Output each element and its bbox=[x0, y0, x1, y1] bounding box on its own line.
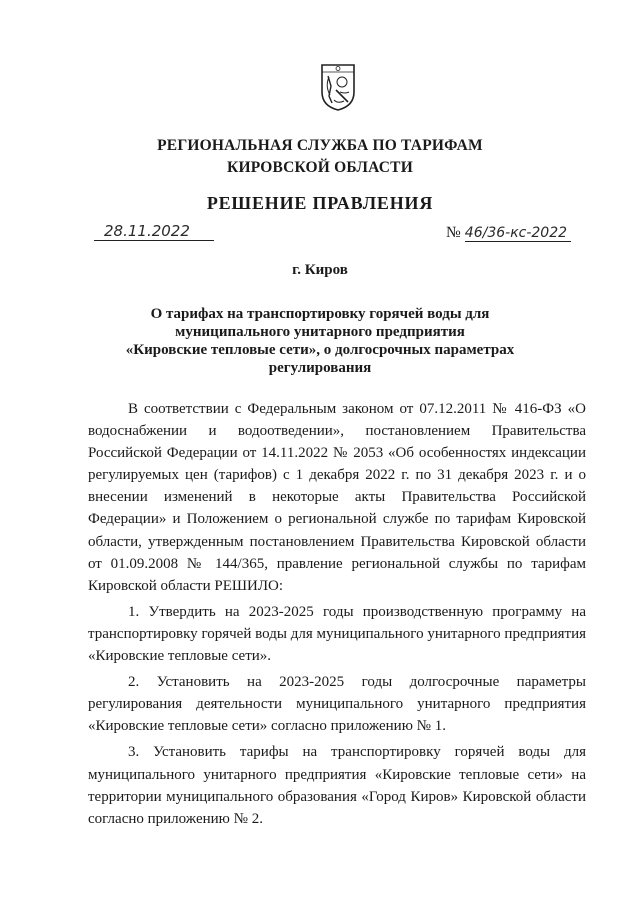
decision-title: РЕШЕНИЕ ПРАВЛЕНИЯ bbox=[206, 193, 434, 213]
number-sign: № bbox=[446, 224, 461, 241]
city-name: г. Киров bbox=[292, 262, 348, 278]
subject-line-3: «Кировские тепловые сети», о долгосрочных параметрах bbox=[125, 342, 515, 358]
decision-body bbox=[88, 398, 586, 830]
decision-number-block bbox=[446, 224, 571, 242]
organization-name bbox=[0, 135, 640, 179]
organization-name-line-2: КИРОВСКОЙ ОБЛАСТИ bbox=[227, 159, 413, 176]
decision-number: 46/36-кс-2022 bbox=[465, 225, 571, 242]
subject-line-2: муниципального унитарного предприятия bbox=[175, 324, 465, 340]
decision-date: 28.11.2022 bbox=[94, 222, 214, 241]
organization-name-line-1: РЕГИОНАЛЬНАЯ СЛУЖБА ПО ТАРИФАМ bbox=[157, 137, 483, 154]
preamble-paragraph: В соответствии с Федеральным законом от 07.12.2011 № 416-ФЗ «О водоснабжении и водоотведении», постановлением Правительства Российской Федерации от 14.11.2022 № 2053 «Об особенностях индексации регулируемых цен (тарифов) с 1 декабря 2022 г. по 31 декабря 2023 г. и о внесении изменений в некоторые акты Правительства Российской Федерации» и Положением о региональной службе по тарифам Кировской области, утвержденным постановлением Правительства Кировской области от 01.09.2008 № 144/365, правление региональной службы по тарифам Кировской области РЕШИЛО: bbox=[88, 401, 586, 594]
decision-subject bbox=[0, 305, 640, 377]
subject-line-4: регулирования bbox=[268, 360, 372, 376]
subject-line-1: О тарифах на транспортировку горячей воды для bbox=[150, 306, 490, 322]
decision-item-2: 2. Установить на 2023-2025 годы долгосрочные параметры регулирования деятельности муниципального унитарного предприятия «Кировские тепловые сети» согласно приложению № 1. bbox=[88, 674, 586, 735]
kirov-coat-of-arms-icon bbox=[318, 62, 358, 112]
decision-item-1: 1. Утвердить на 2023-2025 годы производственную программу на транспортировку горячей воды для муниципального унитарного предприятия «Кировские тепловые сети». bbox=[88, 603, 586, 665]
decision-item-3: 3. Установить тарифы на транспортировку горячей воды для муниципального унитарного предприятия «Кировские тепловые сети» на территории муниципального образования «Город Киров» Кировской области согласно приложению № 2. bbox=[88, 744, 586, 827]
